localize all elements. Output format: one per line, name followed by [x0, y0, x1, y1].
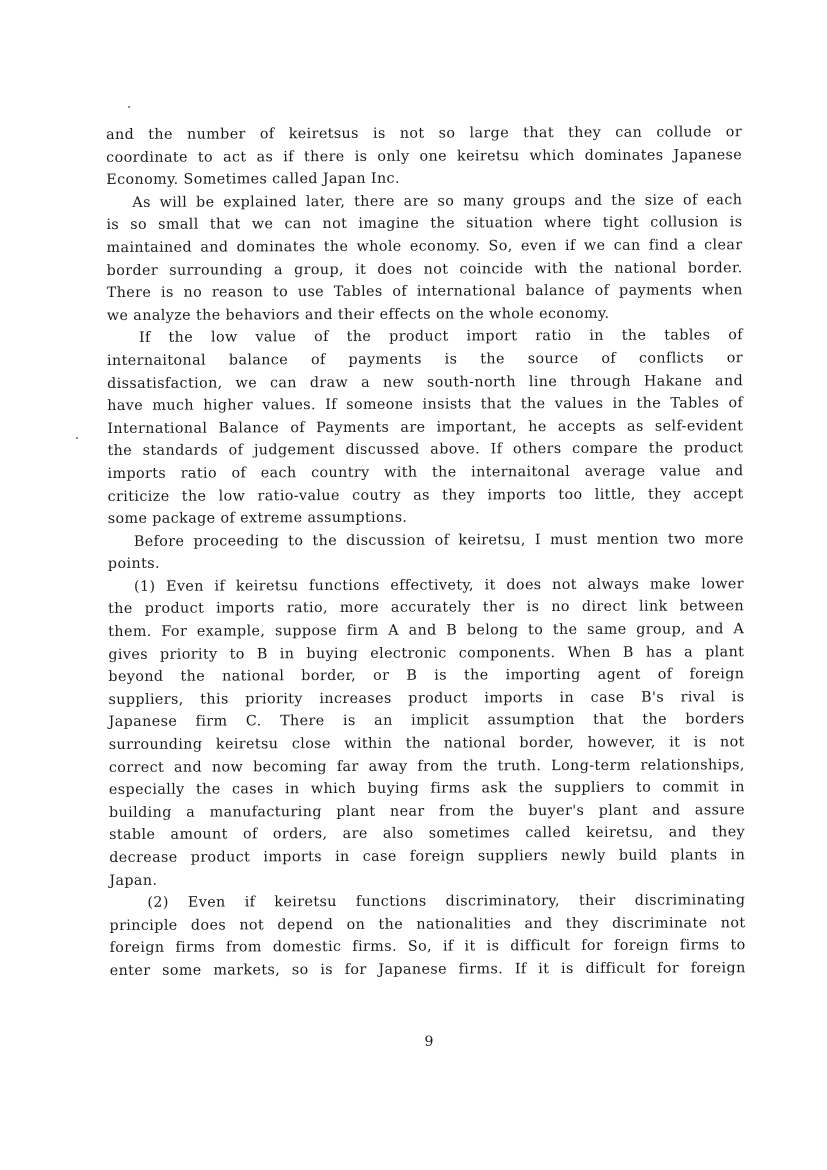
text-line: have much higher values. If someone insists that the values in the Tables of — [107, 395, 744, 415]
text-line: maintained and dominates the whole economy. So, even if we can find a clear — [106, 237, 743, 256]
text-line: suppliers, this priority increases product imports in case B's rival is — [108, 689, 745, 708]
text-line: them. For example, suppose firm A and B belong to the same group, and A — [108, 621, 745, 641]
text-line: the product imports ratio, more accurately ther is no direct link between — [108, 598, 745, 618]
text-line: beyond the national border, or B is the importing agent of foreign — [108, 666, 745, 686]
text-line: (1) Even if keiretsu functions effectivety, it does not always make lower — [133, 576, 745, 595]
text-line: we analyze the behaviors and their effects on the whole economy. — [106, 305, 610, 324]
text-line: is so small that we can not imagine the situation where tight collusion is — [106, 214, 743, 234]
text-line: Economy. Sometimes called Japan Inc. — [106, 170, 400, 189]
text-line: internaitonal balance of payments is the source of conflicts or — [106, 350, 744, 369]
text-line: imports ratio of each country with the internaitonal average value and — [107, 463, 744, 482]
text-line: criticize the low ratio-value coutry as they imports too little, they accept — [107, 485, 744, 505]
text-line: the standards of judgement discussed above. If others compare the product — [107, 440, 744, 460]
text-line: enter some markets, so is for Japanese firms. If it is difficult for foreign — [109, 960, 746, 979]
body-text — [106, 121, 746, 982]
text-line: and the number of keiretsus is not so large that they can collude or — [106, 124, 743, 143]
text-line: some package of extreme assumptions. — [107, 509, 408, 528]
text-line: border surrounding a group, it does not coincide with the national border. — [106, 259, 743, 279]
scan-speck — [76, 437, 78, 439]
text-line: There is no reason to use Tables of international balance of payments when — [106, 282, 743, 302]
text-line: International Balance of Payments are important, he accepts as self-evident — [107, 417, 744, 437]
text-line: gives priority to B in buying electronic components. When B has a plant — [108, 643, 745, 663]
text-line: coordinate to act as if there is only one keiretsu which dominates Japanese — [106, 146, 743, 166]
text-line: correct and now becoming far away from the truth. Long-term relationships, — [108, 756, 745, 776]
text-line: dissatisfaction, we can draw a new south-north line through Hakane and — [107, 372, 744, 392]
text-line: decrease product imports in case foreign suppliers newly build plants in — [109, 847, 746, 866]
text-line: If the low value of the product import ratio in the tables of — [138, 327, 743, 347]
text-line: Japan. — [109, 872, 158, 889]
text-line: points. — [107, 556, 160, 573]
text-line: As will be explained later, there are so many groups and the size of each — [132, 192, 743, 211]
page-number: 9 — [424, 1034, 434, 1050]
text-line: principle does not depend on the nationalities and they discriminate not — [109, 914, 746, 934]
text-line: surrounding keiretsu close within the national border, however, it is not — [108, 734, 745, 754]
text-line: especially the cases in which buying firms ask the suppliers to commit in — [108, 779, 745, 799]
text-line: Japanese firm C. There is an implicit assumption that the borders — [108, 711, 745, 731]
text-line: (2) Even if keiretsu functions discriminatory, their discriminating — [147, 892, 746, 912]
text-line: foreign firms from domestic firms. So, if it is difficult for foreign firms to — [109, 937, 746, 957]
text-line: Before proceeding to the discussion of keiretsu, I must mention two more — [133, 530, 744, 550]
scan-speck — [128, 106, 130, 108]
text-line: stable amount of orders, are also sometimes called keiretsu, and they — [109, 824, 746, 844]
text-line: building a manufacturing plant near from the buyer's plant and assure — [108, 802, 746, 821]
